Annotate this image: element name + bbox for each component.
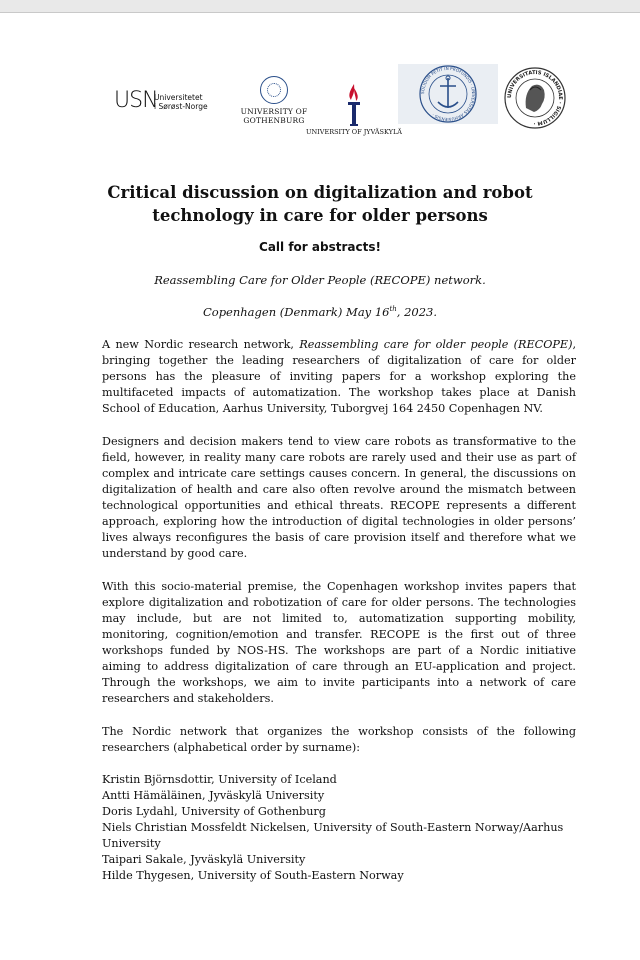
researcher-list: [102, 772, 582, 884]
usn-name: Universitetet i Sørøst-Norge: [154, 93, 208, 111]
network-name: Reassembling Care for Older People (RECOPE) network.: [154, 273, 486, 287]
usn-mark: USN: [114, 88, 158, 113]
event-dateline: Copenhagen (Denmark) May 16th, 2023.: [202, 305, 438, 319]
network-paragraph: The Nordic network that organizes the workshop consists of the following researchers (alphabetical order by surname):: [102, 725, 576, 754]
gothenburg-logo: UNIVERSITY OF GOTHENBURG: [238, 76, 310, 136]
viewer-top-bar: [0, 0, 640, 13]
svg-text:SOLIDUM PETIT IN PROFUNDIS · U: SOLIDUM PETIT IN PROFUNDIS · UNIVERSITAS ARHUSIENSIS ·: [419, 65, 477, 123]
intro-paragraph: A new Nordic research network, Reassembling care for older people (RECOPE), bringing together the leading researchers of digitalization of care for older persons has the pleasure of inviting papers for a workshop exploring the multifaceted impacts of automatization. The workshop takes place at Danish School of Education, Aarhus University, Tuborgvej 164 2450 Copenhagen NV.: [102, 338, 576, 415]
iceland-seal: [504, 64, 566, 132]
aarhus-seal-icon: [398, 64, 498, 124]
jyvaskyla-name: UNIVERSITY OF JYVÄSKYLÄ: [306, 128, 402, 136]
torch-icon: [344, 82, 364, 128]
aarhus-seal: [398, 64, 498, 124]
gothenburg-crest-icon: [260, 76, 288, 104]
workshop-paragraph: With this socio-material premise, the Copenhagen workshop invites papers that explore digitalization and robotization of care for older persons. The technologies may include, but are not limited to, automatization supporting mobility, monitoring, cognition/emotion and transfer. RECOPE is the first out of three workshops funded by NOS-HS. The workshops are part of a Nordic initiative aiming to address digitalization of care through an EU-application and project. Through the workshops, we aim to invite participants into a network of care researchers and stakeholders.: [102, 580, 576, 705]
context-paragraph: Designers and decision makers tend to view care robots as transformative to the field, however, in reality many care robots are rarely used and their use as part of complex and intricate care settings causes concern. In general, the discussions on digitalization of health and care also often revolve around the mismatch between technological opportunities and ethical threats. RECOPE represents a different approach, exploring how the introduction of digital technologies in older persons’ lives always reconfigures the basis of care provision itself and therefore what we understand by good care.: [102, 435, 576, 560]
list-item: Antti Hämäläinen, Jyväskylä University: [102, 789, 325, 802]
list-item: Doris Lydahl, University of Gothenburg: [102, 805, 326, 818]
list-item: Hilde Thygesen, University of South-Eastern Norway: [102, 869, 404, 882]
list-item: Taipari Sakale, Jyväskylä University: [102, 853, 306, 866]
call-for-abstracts-heading: Call for abstracts!: [259, 240, 381, 254]
usn-logo: [114, 88, 214, 118]
list-item: Kristin Björnsdottir, University of Iceland: [102, 773, 337, 786]
document-page: [0, 13, 640, 960]
svg-text:UNIVERSITATIS ISLANDIAE · SIGI: UNIVERSITATIS ISLANDIAE · SIGILLUM ·: [506, 69, 564, 127]
page-title: Critical discussion on digitalization and robot technology in care for older persons: [107, 183, 533, 225]
iceland-seal-icon: [504, 64, 566, 132]
jyvaskyla-logo: [306, 82, 402, 140]
logo-row: [110, 64, 570, 144]
list-item: Niels Christian Mossfeldt Nickelsen, University of South-Eastern Norway/Aarhus University: [102, 821, 564, 850]
